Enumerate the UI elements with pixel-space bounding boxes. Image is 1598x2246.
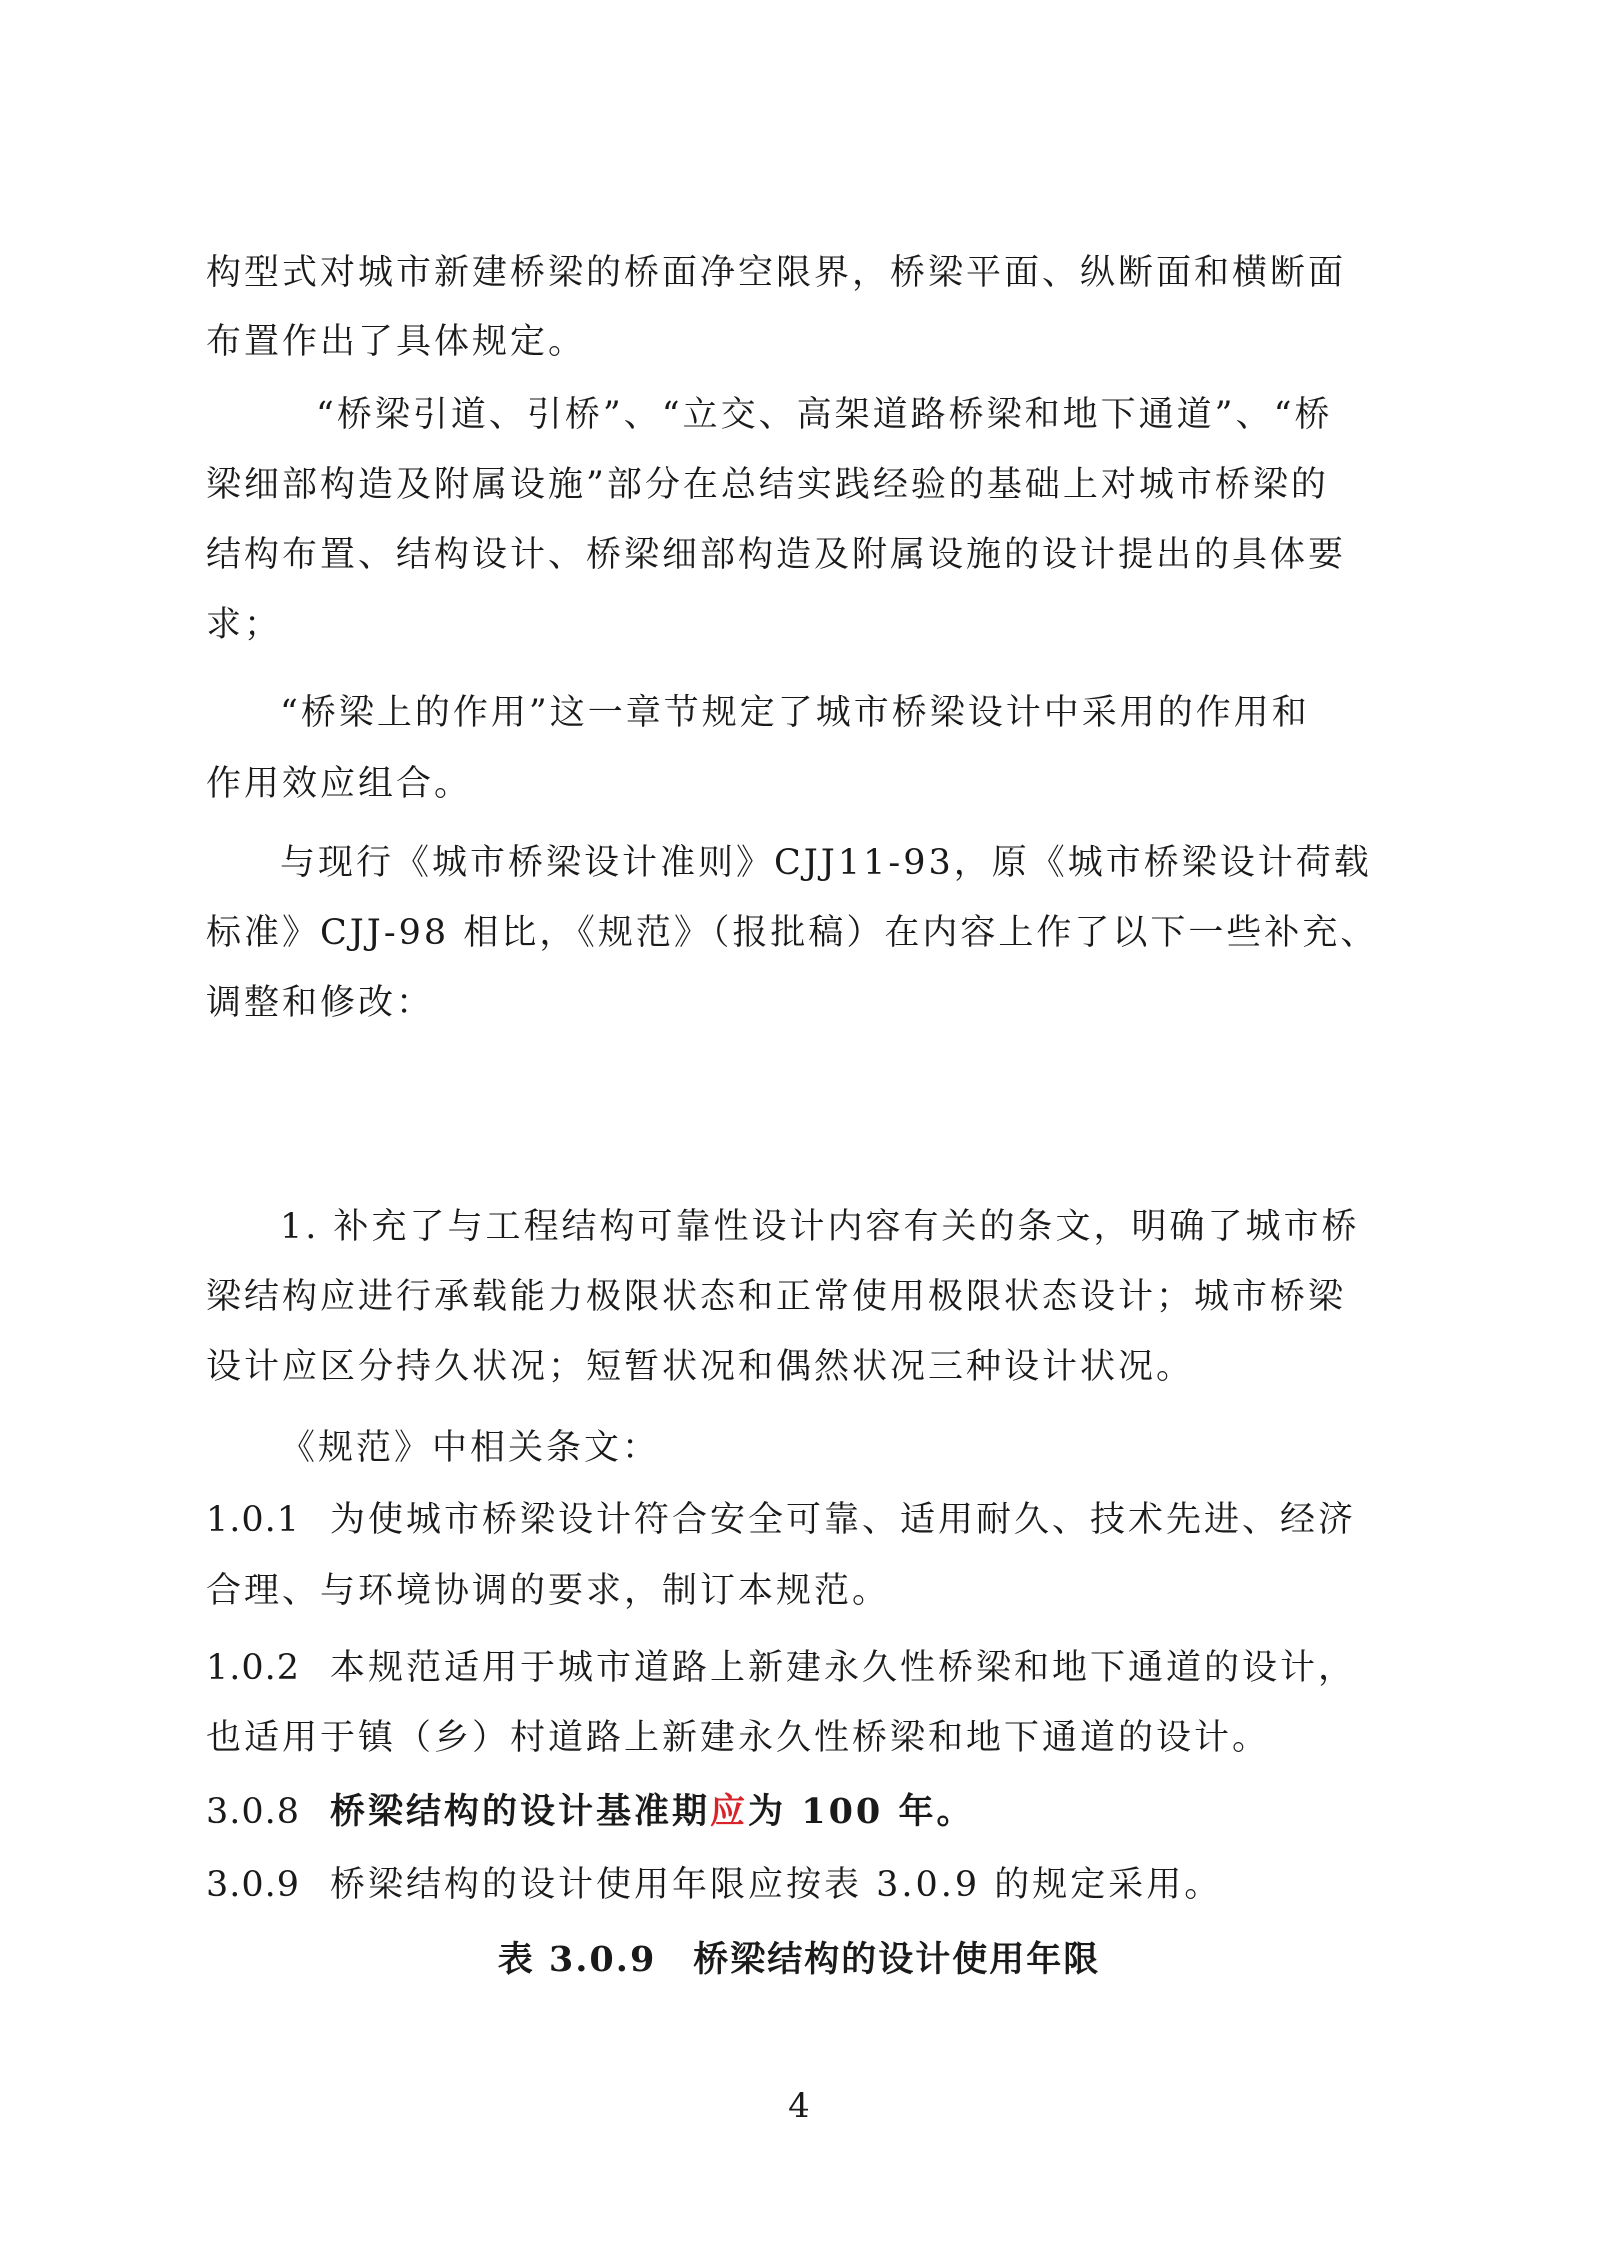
clause-number: 1.0.1	[206, 1500, 301, 1540]
paragraph-line: 与现行《城市桥梁设计准则》CJJ11-93，原《城市桥梁设计荷载	[280, 843, 1372, 883]
clause-number: 1.0.2	[206, 1648, 301, 1688]
paragraph-line: 设计应区分持久状况；短暂状况和偶然状况三种设计状况。	[206, 1347, 1195, 1387]
paragraph-line: “桥梁上的作用”这一章节规定了城市桥梁设计中采用的作用和	[280, 693, 1310, 733]
paragraph-line: 梁结构应进行承载能力极限状态和正常使用极限状态设计；城市桥梁	[206, 1277, 1347, 1317]
clause-1-0-2	[206, 1643, 1396, 1693]
clause-3-0-8	[206, 1787, 1396, 1837]
paragraph-line: 合理、与环境协调的要求，制订本规范。	[206, 1571, 891, 1611]
clause-1-0-1	[206, 1495, 1396, 1545]
paragraph-line: 求；	[206, 605, 283, 645]
clause-text: 本规范适用于城市道路上新建永久性桥梁和地下通道的设计，	[330, 1648, 1357, 1688]
page-number: 4	[788, 2086, 810, 2126]
paragraph-line: 调整和修改：	[206, 983, 435, 1023]
clause-text: 桥梁结构的设计使用年限应按表 3.0.9 的规定采用。	[330, 1865, 1223, 1905]
clause-text-bold: 桥梁结构的设计基准期	[330, 1791, 711, 1832]
clause-number: 3.0.9	[206, 1865, 301, 1905]
paragraph-line: 标准》CJJ-98 相比，《规范》（报批稿）在内容上作了以下一些补充、	[206, 913, 1379, 953]
paragraph-line: 1. 补充了与工程结构可靠性设计内容有关的条文，明确了城市桥	[280, 1207, 1360, 1247]
paragraph-line: 结构布置、结构设计、桥梁细部构造及附属设施的设计提出的具体要	[206, 535, 1347, 575]
paragraph-line: 布置作出了具体规定。	[206, 322, 587, 362]
clause-3-0-9	[206, 1860, 1396, 1910]
clause-text-bold: 为 100 年。	[748, 1791, 975, 1832]
paragraph-line: 也适用于镇（乡）村道路上新建永久性桥梁和地下通道的设计。	[206, 1718, 1271, 1758]
paragraph-line: 作用效应组合。	[206, 764, 473, 804]
paragraph-line: 构型式对城市新建桥梁的桥面净空限界，桥梁平面、纵断面和横断面	[206, 253, 1347, 293]
emphasis-word: 应	[710, 1791, 749, 1832]
table-caption: 表 3.0.9 桥梁结构的设计使用年限	[497, 1939, 1101, 1980]
paragraph-line: 梁细部构造及附属设施”部分在总结实践经验的基础上对城市桥梁的	[206, 465, 1329, 505]
clause-text: 为使城市桥梁设计符合安全可靠、适用耐久、技术先进、经济	[330, 1500, 1357, 1540]
paragraph-line: 《规范》中相关条文：	[280, 1428, 661, 1468]
paragraph-line: “桥梁引道、引桥”、“立交、高架道路桥梁和地下通道”、“桥	[316, 395, 1333, 435]
clause-number: 3.0.8	[206, 1792, 301, 1832]
